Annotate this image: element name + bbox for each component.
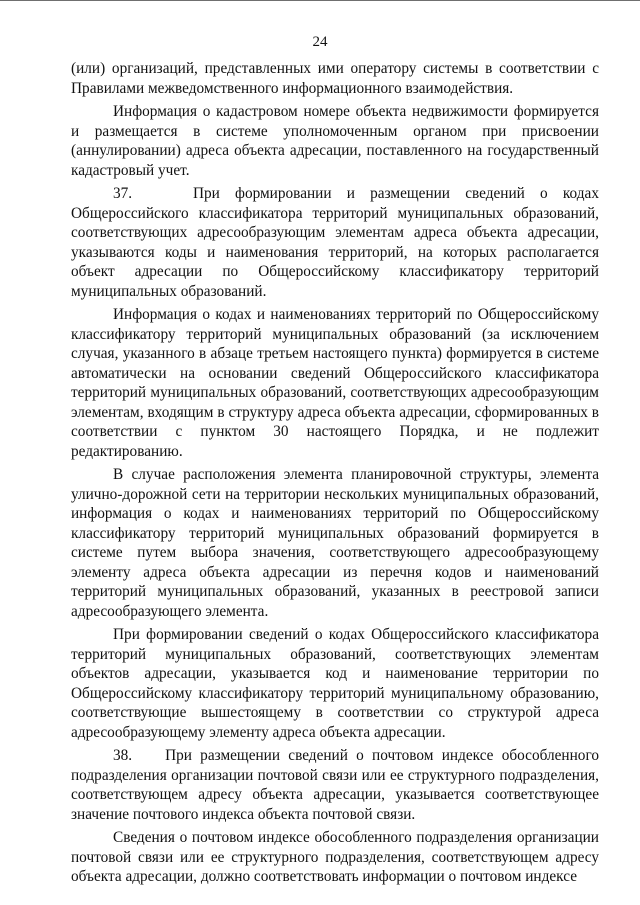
paragraph-multiple-municipalities: В случае расположения элемента планировочной структуры, элемента улично-дорожной сети на территории нескольких муниципальных образований, информация о кодах и наименованиях территорий по Общероссийскому классификатору территорий муниципальных образований формируется в системе путем выбора значения, соответствующего адресообразующему элементу адреса объекта адресации из перечня кодов и наименований территорий муниципальных образований, указанных в реестровой записи адресообразующего элемента.	[71, 466, 599, 620]
paragraph-cadastral-info: Информация о кадастровом номере объекта недвижимости формируется и размещается в системе уполномоченным органом при присвоении (аннулировании) адреса объекта адресации, поставленного на государственный кадастровый учет.	[71, 103, 599, 179]
paragraph-continuation: (или) организаций, представленных ими оператору системы в соответствии с Правилами межведомственного информационного взаимодействия.	[71, 60, 599, 97]
top-border-line	[0, 0, 640, 1]
paragraph-addressing-objects-codes: При формировании сведений о кодах Общероссийского классификатора территорий муниципальных образований, соответствующих элементам объектов адресации, указывается код и наименование территории по Общероссийскому классификатору территорий муниципальному образованию, соответствующие вышестоящему в соответствии со структурой адреса адресообразующему элементу адреса объекта адресации.	[71, 626, 599, 741]
paragraph-item-37: 37. При формировании и размещении сведений о кодах Общероссийского классификатора территорий муниципальных образований, соответствующих адресообразующим элементам адреса объекта адресации, указываются коды и наименования территорий, на которых располагается объект адресации по Общероссийскому классификатору территорий муниципальных образований.	[71, 185, 599, 300]
paragraph-postal-index: Сведения о почтовом индексе обособленного подразделения организации почтовой связи или ее структурного подразделения, соответствующем адресу объекта адресации, должно соответствовать информации о почтовом индексе	[71, 829, 599, 885]
document-body	[71, 59, 599, 891]
page-number: 24	[312, 34, 328, 50]
paragraph-territory-codes-info: Информация о кодах и наименованиях территорий по Общероссийскому классификатору территорий муниципальных образований (за исключением случая, указанного в абзаце третьем настоящего пункта) формируется в системе автоматически на основании сведений Общероссийского классификатора территорий муниципальных образований, соответствующих адресообразующим элементам, входящим в структуру адреса объекта адресации, сформированных в соответствии с пунктом 30 настоящего Порядка, и не подлежит редактированию.	[71, 306, 599, 460]
paragraph-item-38: 38. При размещении сведений о почтовом индексе обособленного подразделения организации почтовой связи или ее структурного подразделения, соответствующем адресу объекта адресации, указывается соответствующее значение почтового индекса объекта почтовой связи.	[71, 747, 599, 823]
